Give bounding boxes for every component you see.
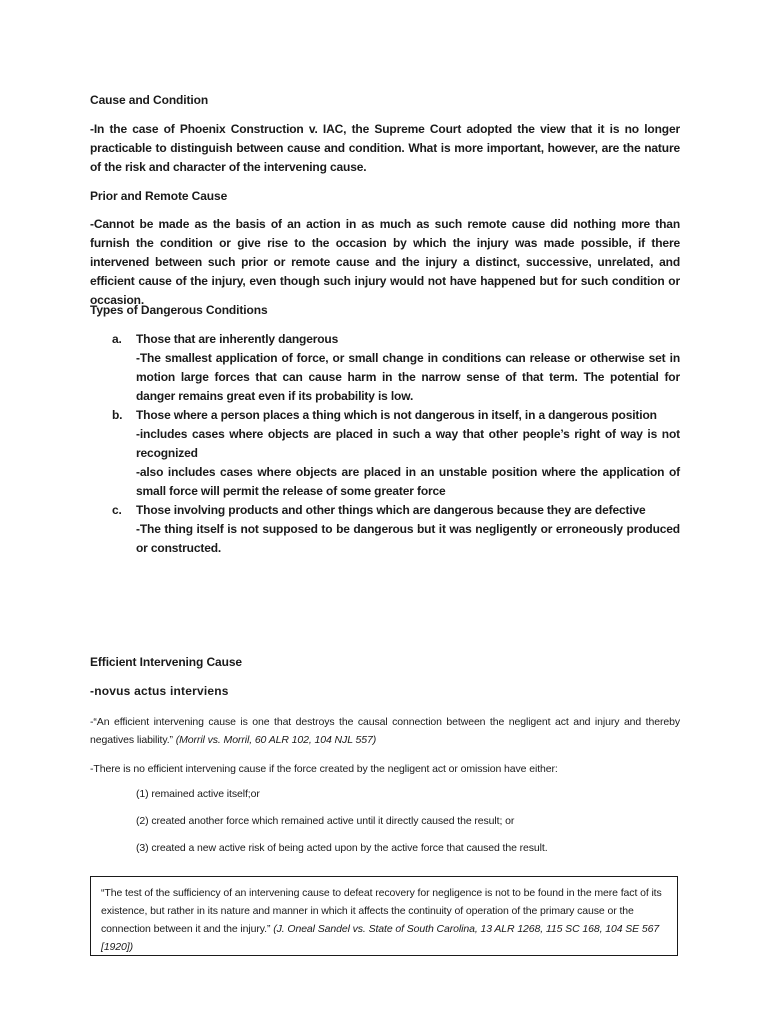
- heading-efficient-intervening-cause: Efficient Intervening Cause: [90, 655, 242, 669]
- list-marker: c.: [112, 503, 122, 517]
- boxed-quote: [90, 876, 678, 956]
- list-item-body: -The thing itself is not supposed to be dangerous but it was negligently or erroneously produced or constructed.: [136, 522, 680, 555]
- list-item-title: Those involving products and other things which are dangerous because they are defective: [136, 503, 646, 517]
- heading-prior-remote-cause: Prior and Remote Cause: [90, 189, 228, 203]
- list-item-title: Those that are inherently dangerous: [136, 332, 339, 346]
- condition-item-1: (1) remained active itself;or: [136, 788, 260, 800]
- boxed-quote-text: “The test of the sufficiency of an intervening cause to defeat recovery for negligence is not to be found in the mere fact of its existence, but rather in its nature and manner in which it affects the continuity of operation of the primary cause or the connection between it and the injury.”: [101, 887, 662, 935]
- paragraph-no-efficient-cause: -There is no efficient intervening cause if the force created by the negligent act or omission have either:: [90, 763, 558, 775]
- list-marker: a.: [112, 332, 122, 346]
- heading-cause-and-condition: Cause and Condition: [90, 93, 209, 107]
- quote-text: -“An efficient intervening cause is one that destroys the causal connection between the negligent act and injury and thereby negatives liability.”: [90, 716, 680, 746]
- list-item-title: Those where a person places a thing which is not dangerous in itself, in a dangerous position: [136, 408, 657, 422]
- condition-item-3: (3) created a new active risk of being acted upon by the active force that caused the result.: [136, 842, 548, 854]
- list-marker: b.: [112, 408, 123, 422]
- list-item: [90, 406, 680, 501]
- list-item: [90, 501, 680, 558]
- subheading-novus-actus: -novus actus interviens: [90, 684, 229, 698]
- list-item-body: -includes cases where objects are placed in such a way that other people’s right of way is not recognized: [136, 427, 680, 460]
- paragraph-efficient-cause-quote: [90, 713, 680, 749]
- condition-item-2: (2) created another force which remained active until it directly caused the result; or: [136, 815, 515, 827]
- list-item-body: -The smallest application of force, or small change in conditions can release or otherwise set in motion large forces that can cause harm in the narrow sense of that term. The potential for danger remains great even if its probability is low.: [136, 351, 680, 403]
- paragraph-cause-and-condition: -In the case of Phoenix Construction v. IAC, the Supreme Court adopted the view that it is no longer practicable to distinguish between cause and condition. What is more important, however, are the nature of the risk and character of the intervening cause.: [90, 122, 680, 174]
- quote-citation: (Morril vs. Morril, 60 ALR 102, 104 NJL 557): [175, 734, 377, 746]
- paragraph-prior-remote-cause: -Cannot be made as the basis of an action in as much as such remote cause did nothing more than furnish the condition or give rise to the occasion by which the injury was made possible, if there intervened between such prior or remote cause and the injury a distinct, successive, unrelated, and efficient cause of the injury, even though such injury would not have happened but for such condition or occasion.: [90, 217, 680, 307]
- boxed-quote-citation: (J. Oneal Sandel vs. State of South Carolina, 13 ALR 1268, 115 SC 168, 104 SE 567 [1920]): [101, 923, 660, 953]
- list-item-body: -also includes cases where objects are placed in an unstable position where the application of small force will permit the release of some greater force: [136, 465, 680, 498]
- list-item: [90, 330, 680, 406]
- heading-types-dangerous-conditions: Types of Dangerous Conditions: [90, 303, 268, 317]
- dangerous-conditions-list: [90, 330, 680, 558]
